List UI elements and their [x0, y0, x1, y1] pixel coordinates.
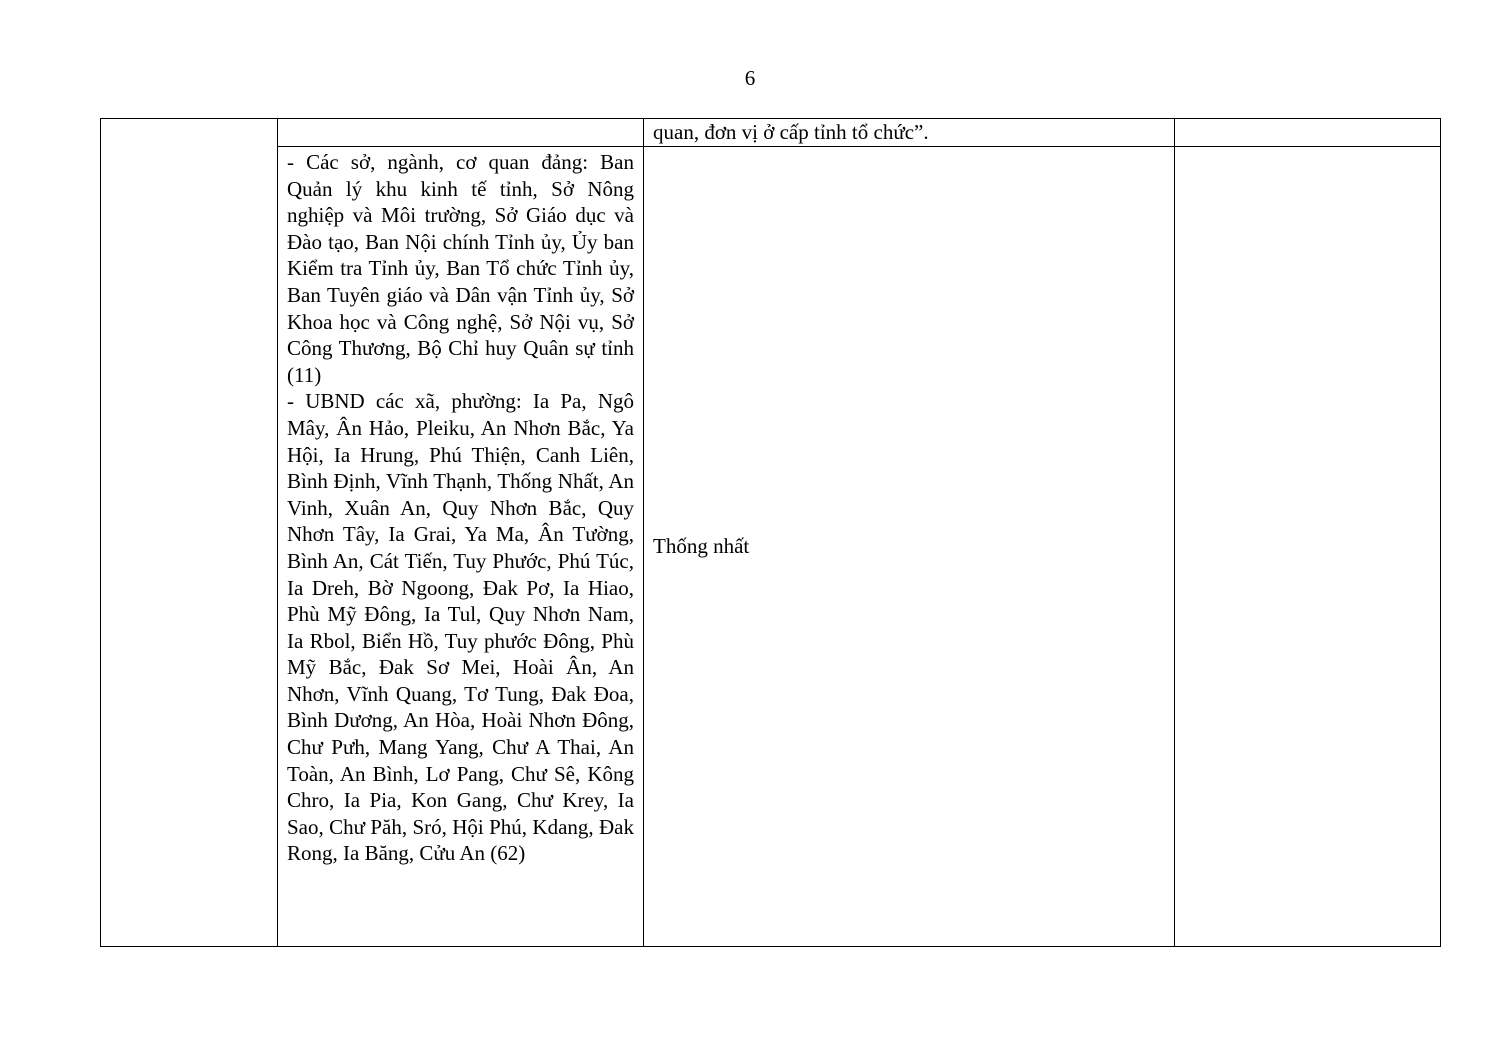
- units-paragraph-communes: - UBND các xã, phường: Ia Pa, Ngô Mây, Ân Hảo, Pleiku, An Nhơn Bắc, Ya Hội, Ia Hrung, Phú Thiện, Canh Liên, Bình Định, Vĩnh Thạnh, Thống Nhất, An Vinh, Xuân An, Quy Nhơn Bắc, Quy Nhơn Tây, Ia Grai, Ya Ma, Ân Tường, Bình An, Cát Tiến, Tuy Phước, Phú Túc, Ia Dreh, Bờ Ngoong, Đak Pơ, Ia Hiao, Phù Mỹ Đông, Ia Tul, Quy Nhơn Nam, Ia Rbol, Biển Hồ, Tuy phước Đông, Phù Mỹ Bắc, Đak Sơ Mei, Hoài Ân, An Nhơn, Vĩnh Quang, Tơ Tung, Đak Đoa, Bình Dương, An Hòa, Hoài Nhơn Đông, Chư Pưh, Mang Yang, Chư A Thai, An Toàn, An Bình, Lơ Pang, Chư Sê, Kông Chro, Ia Pia, Kon Gang, Chư Krey, Ia Sao, Chư Păh, Sró, Hội Phú, Kdang, Đak Rong, Ia Băng, Cửu An (62): [287, 389, 634, 866]
- table-cell-note-continued: [1175, 119, 1441, 147]
- table-cell-content-continued: quan, đơn vị ở cấp tỉnh tổ chức”.: [644, 119, 1175, 147]
- units-paragraph-departments: - Các sở, ngành, cơ quan đảng: Ban Quản lý khu kinh tế tỉnh, Sở Nông nghiệp và Môi trường, Sở Giáo dục và Đào tạo, Ban Nội chính Tỉnh ủy, Ủy ban Kiểm tra Tỉnh ủy, Ban Tổ chức Tỉnh ủy, Ban Tuyên giáo và Dân vận Tỉnh ủy, Sở Khoa học và Công nghệ, Sở Nội vụ, Sở Công Thương, Bộ Chỉ huy Quân sự tỉnh (11): [287, 150, 634, 387]
- table-cell-index: [101, 119, 278, 947]
- table-cell-units: [278, 147, 644, 947]
- comments-table: [100, 118, 1441, 947]
- table-cell-note: [1175, 147, 1441, 947]
- table-row: [101, 119, 1441, 147]
- table-row: [101, 147, 1441, 947]
- table-cell-opinion: Thống nhất: [644, 147, 1175, 947]
- table-cell-units-continued: [278, 119, 644, 147]
- page-number: 6: [744, 66, 756, 90]
